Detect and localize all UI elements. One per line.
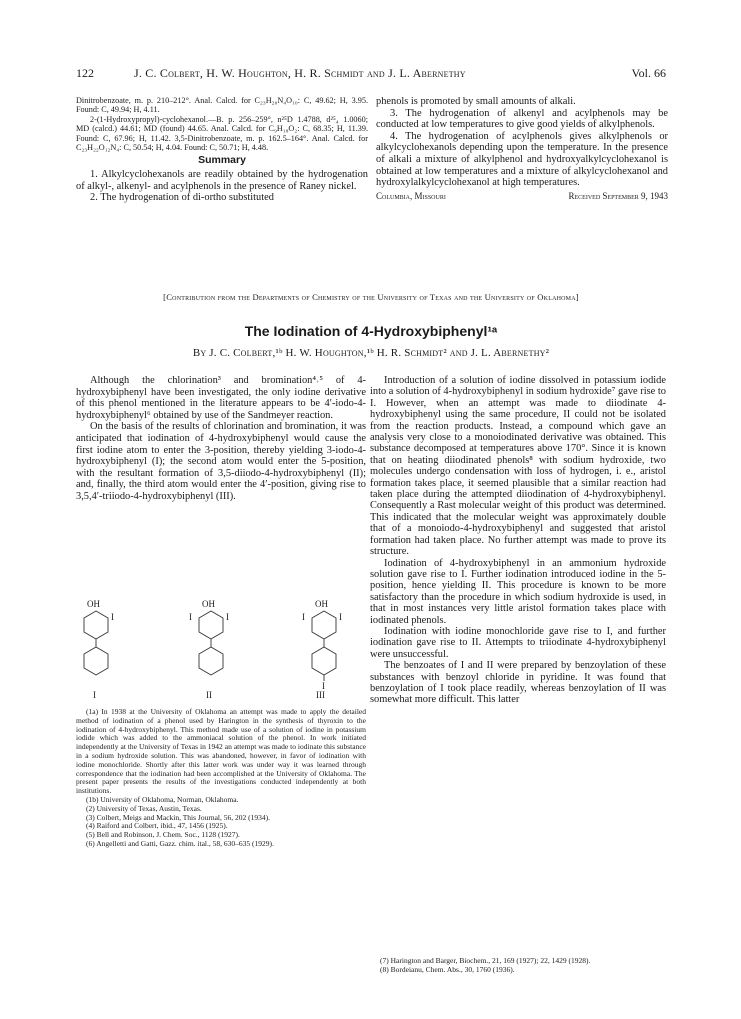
- ammonium-hydroxide-paragraph: Iodination of 4-hydroxybiphenyl in an ammonium hydroxide solution gave rise to I. Further iodination introduced iodine in the 5-position, hence yielding II. This procedure is known to be more satisfactory than the procedure in which sodium hydroxide is used, in that in most instances very little aristol formation takes place with iodinated phenols.: [370, 557, 666, 626]
- oh-label-i: OH: [87, 599, 100, 609]
- oh-label-iii: OH: [315, 599, 328, 609]
- compound-label-ii: II: [206, 690, 212, 699]
- footnote-7: (7) Harington and Barger, Biochem., 21, 169 (1927); 22, 1429 (1928).: [380, 956, 591, 965]
- contribution-note: [Contribution from the Departments of Chemistry of the University of Texas and the University of Oklahoma]: [163, 292, 579, 302]
- summary-point-2-start: 2. The hydrogenation of di-ortho substituted: [90, 192, 274, 204]
- iodine-label-iii-left: I: [302, 612, 305, 622]
- structure-i: [84, 611, 108, 675]
- footnote-6: (6) Angelletti and Gatti, Gazz. chim. ital., 58, 630–635 (1929).: [86, 838, 274, 848]
- footnote-8: (8) Bordeianu, Chem. Abs., 30, 1760 (1936).: [380, 964, 515, 974]
- structure-iii: [312, 611, 336, 681]
- footnote-3: (3) Colbert, Meigs and Mackin, This Journal, 56, 202 (1934).: [86, 812, 271, 822]
- iodine-potassium-paragraph: Introduction of a solution of iodine dissolved in potassium iodide into a solution of 4-hydroxybiphenyl in sodium hydroxide⁷ gave rise to I. However, when an attempt was made to diiodinate 4-hydroxybiphenyl using the same procedure, II could not be isolated from the reaction products. Instead, a compound which gave an analysis very close to a monoiodinated derivative was obtained. This substance decomposed at temperatures above 170°. Since it is known that on heating diiodinated phenols⁸ with sodium hydroxide, two molecules undergo condensation with loss of hydrogen, i. e., aristol formation takes place, it seemed plausible that a similar reaction had taken place during the attempted diiodination of 4-hydroxybiphenyl. Consequently a Rast molecular weight of this product was determined. This indicated that the molecular weight was approximately double that of a monoiodo-4-hydroxybiphenyl and suggested that aristol formation had taken place. No further attempt was made to prove its structure.: [370, 375, 666, 558]
- location: Columbia, Missouri: [376, 190, 446, 201]
- footnote-5: (5) Bell and Robinson, J. Chem. Soc., 1128 (1927).: [86, 830, 240, 840]
- right-footnotes: [370, 957, 666, 975]
- structure-ii: [199, 611, 223, 675]
- oh-label-ii: OH: [202, 599, 215, 609]
- iodine-label-ii-left: I: [189, 612, 192, 622]
- summary-point-1: 1. Alkylcyclohexanols are readily obtained by the hydrogenation of alkyl-, alkenyl- and acylphenols in the presence of Raney nickel.: [76, 169, 368, 192]
- prev-article-experimental-2: 2-(1-Hydroxypropyl)-cyclohexanol.—B. p. 256–259°, n²⁵D 1.4788, d²⁵₄ 1.0060; MD (calcd.) 44.61; MD (found) 44.65. Anal. Calcd. for C₉H₁₈O₂: C, 68.35; H, 11.39. Found: C, 67.96; H, 11.42. 3,5-Dinitrobenzoate, m. p. 162.5–164°. Anal. Calcd. for C₂₃H₂₂O₁₂N₄: C, 50.54; H, 4.04. Found: C, 50.71; H, 4.48.: [76, 114, 368, 153]
- footnote-1b: (1b) University of Oklahoma, Norman, Oklahoma.: [86, 794, 239, 804]
- page-number: 122: [76, 66, 94, 80]
- left-body-column: [76, 375, 366, 503]
- right-body-column: [370, 375, 666, 706]
- summary-point-3: 3. The hydrogenation of alkenyl and acylphenols may be conducted at low temperatures to give good yields of alkylphenols.: [376, 107, 668, 131]
- footnote-1a: (1a) In 1938 at the University of Oklahoma an attempt was made to apply the detailed method of iodination of a phenol used by Harington in the synthesis of thyroxin to the iodination of 4-hydroxybiphenyl. This method made use of a solution of iodine in potassium iodide which was added to the ammoniacal solution of the phenol. In work initiated independently at the University of Texas in 1942 an attempt was made to iodinate this substance in a sodium hydroxide solution. This was abandoned, however, in favor of iodination with iodine monochloride. Shortly after this latter work was under way it was learned through correspondence that the iodination had been accomplished at the University of Oklahoma. The present paper presents the results of the investigations conducted independently at both institutions.: [76, 707, 366, 796]
- iodine-label-i: I: [111, 612, 114, 622]
- iodine-label-iii-para: I: [322, 681, 325, 691]
- summary-point-2-end: phenols is promoted by small amounts of alkali.: [376, 96, 576, 107]
- compound-label-iii: III: [316, 690, 325, 699]
- iodine-label-iii-right: I: [339, 612, 342, 622]
- prev-article-right-column: [376, 96, 668, 202]
- running-header: [76, 66, 666, 82]
- article-title: The Iodination of 4-Hydroxybiphenyl¹ᵃ: [244, 323, 498, 339]
- summary-point-4: 4. The hydrogenation of acylphenols gives alkylphenols or alkylcyclohexanols depending upon the temperature. In the presence of alkali a mixture of alkylphenol and hydroxyalkylcyclohexanol is obtained at low temperatures and a mixture of alkylcyclohexanol and hydroxylalkylcyclohexanol at high temperatures.: [376, 130, 668, 189]
- anticipation-paragraph: On the basis of the results of chlorination and bromination, it was anticipated that iodination of 4-hydroxybiphenyl would cause the first iodine atom to enter the 3-position, thereby yielding 3-iodo-4-hydroxybiphenyl (I); the second atom would enter the 5-position, with the resultant formation of 3,5-diiodo-4-hydroxybiphenyl (II); and, finally, the third atom would enter the 4′-position, giving rise to 3,5,4′-triiodo-4-hydroxybiphenyl (III).: [76, 421, 366, 502]
- footnote-2: (2) University of Texas, Austin, Texas.: [86, 803, 202, 813]
- benzoates-paragraph: The benzoates of I and II were prepared by benzoylation of these substances with benzoyl chloride in pyridine. It was found that benzoylation of I took place readily, whereas benzoylation of II was somewhat more difficult. This latter: [370, 660, 666, 706]
- left-footnotes: [76, 708, 366, 849]
- iodine-label-ii-right: I: [226, 612, 229, 622]
- volume-label: Vol. 66: [631, 66, 666, 80]
- article-byline: By J. C. Colbert,¹ᵇ H. W. Houghton,¹ᵇ H. R. Schmidt² and J. L. Abernethy²: [192, 347, 550, 359]
- chemical-structures: [76, 597, 366, 699]
- header-authors: J. C. Colbert, H. W. Houghton, H. R. Schmidt and J. L. Abernethy: [134, 66, 466, 80]
- intro-paragraph: Although the chlorination³ and bromination⁴˒⁵ of 4-hydroxybiphenyl have been investigated, the only iodine derivative of this phenol mentioned in the literature appears to be 4′-iodo-4-hydroxybiphenyl⁶ obtained by use of the Sandmeyer reaction.: [76, 375, 366, 421]
- received-date: Received September 9, 1943: [568, 190, 668, 201]
- signature-line: [376, 191, 668, 203]
- prev-article-left-column: [76, 96, 368, 204]
- prev-article-experimental-1: Dinitrobenzoate, m. p. 210–212°. Anal. Calcd. for C₂₃H₂₀N₄O₁₀: C, 49.62; H, 3.95. Found: C, 49.94; H, 4.11.: [76, 96, 368, 115]
- summary-heading: Summary: [198, 154, 246, 167]
- compound-label-i: I: [93, 690, 96, 699]
- iodine-monochloride-paragraph: Iodination with iodine monochloride gave rise to I, and further iodination gave rise to II. Attempts to triiodinate 4-hydroxybiphenyl were unsuccessful.: [370, 625, 666, 660]
- footnote-4: (4) Raiford and Colbert, ibid., 47, 1456 (1925).: [86, 821, 228, 831]
